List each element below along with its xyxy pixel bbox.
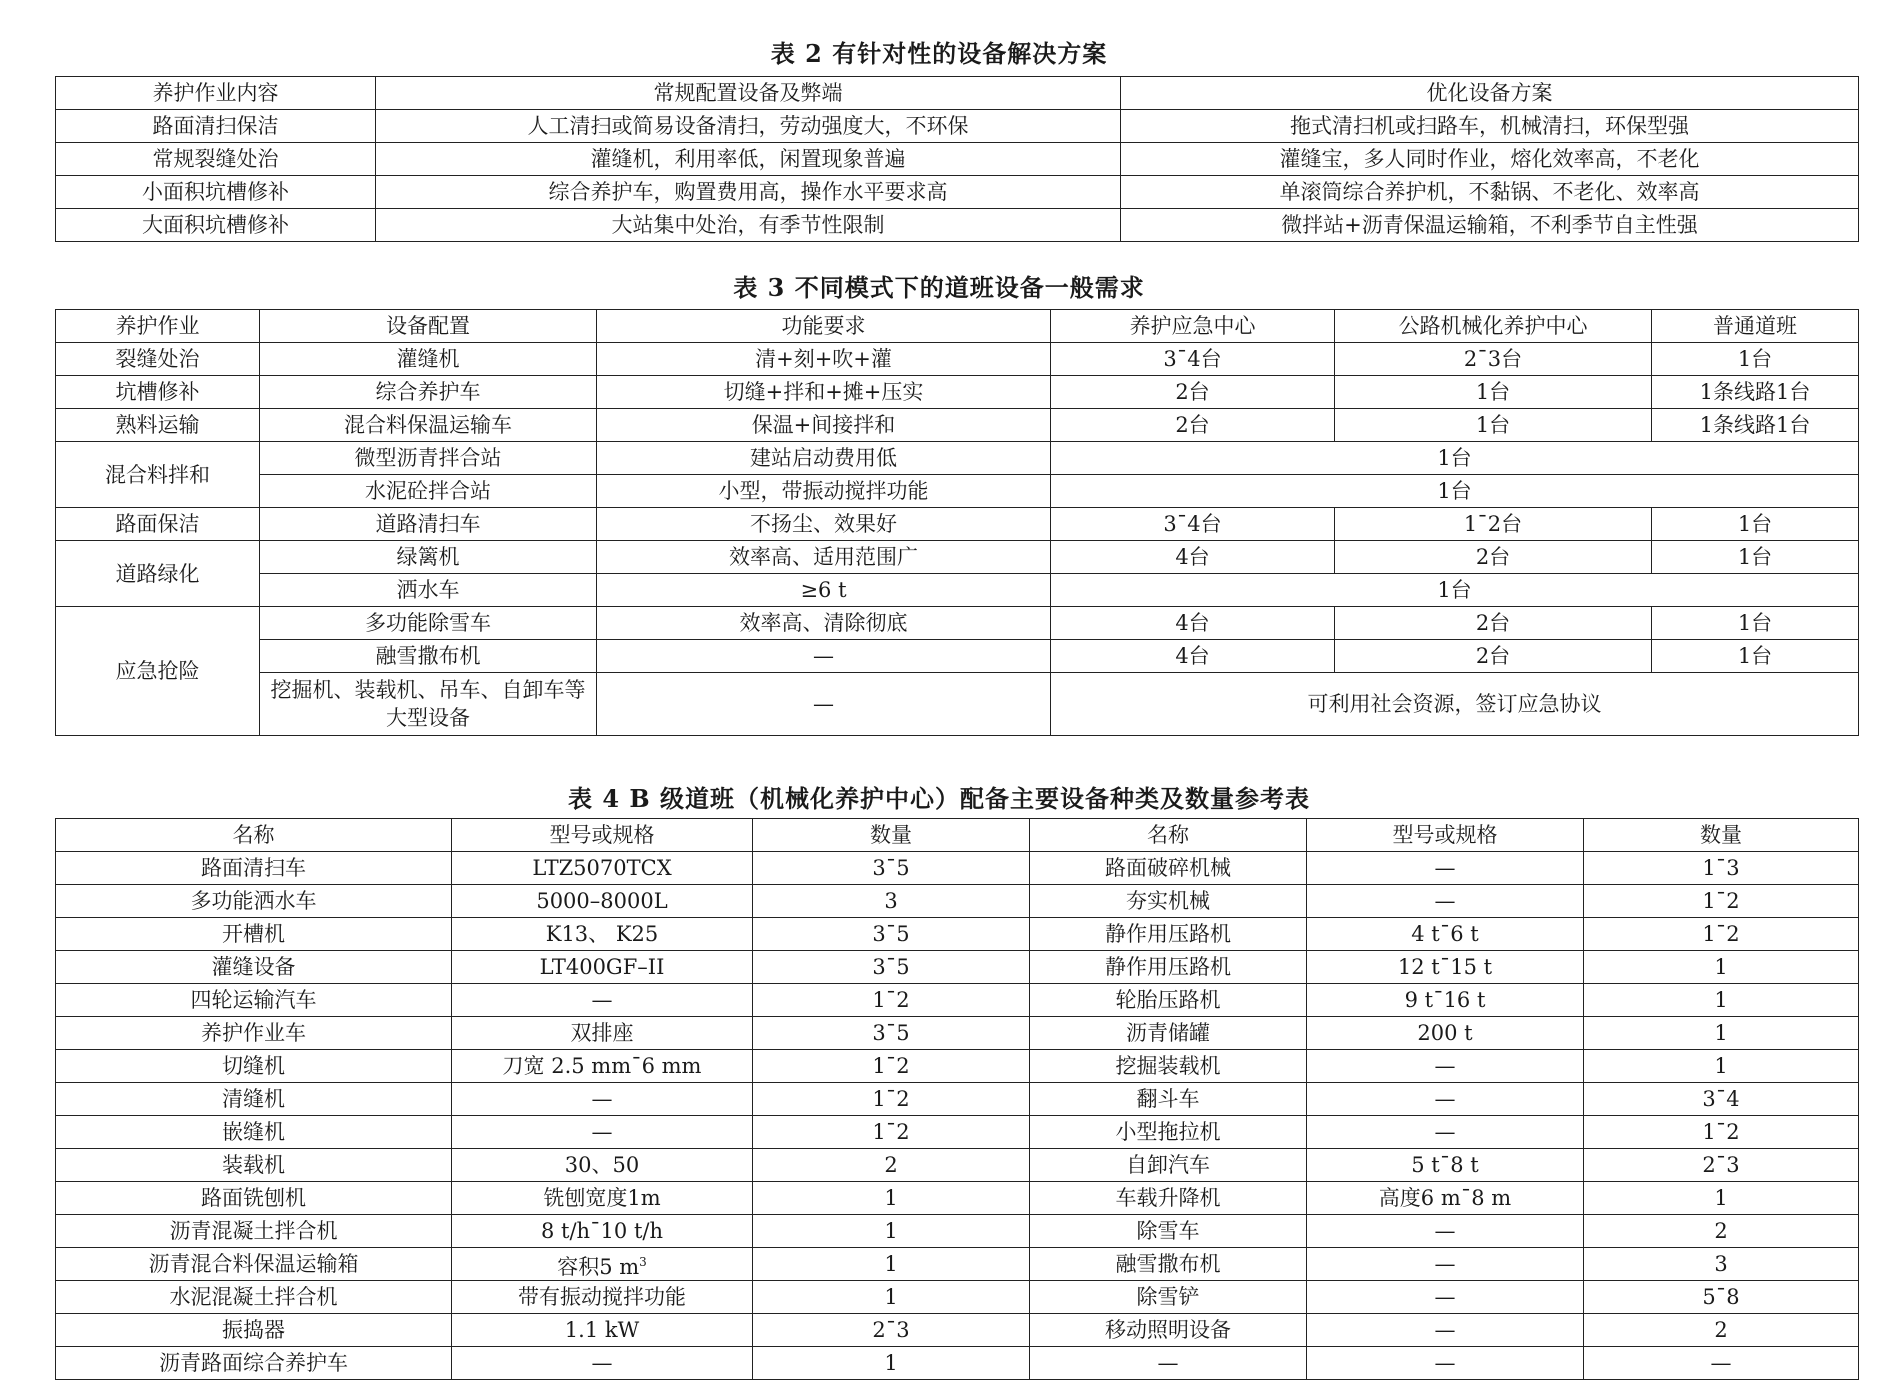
table-cell: 1台 — [1051, 574, 1859, 607]
table-cell: 刀宽 2.5 mm¯6 mm — [452, 1050, 753, 1083]
table-cell: 1台 — [1652, 508, 1859, 541]
table-row — [56, 1281, 1859, 1314]
table-row — [56, 885, 1859, 918]
table-cell: 2台 — [1335, 541, 1652, 574]
table-cell: 移动照明设备 — [1030, 1314, 1307, 1347]
table-cell: 除雪车 — [1030, 1215, 1307, 1248]
table-cell: 坑槽修补 — [56, 376, 260, 409]
table-row — [56, 852, 1859, 885]
table-cell: 1台 — [1335, 409, 1652, 442]
table-cell: LTZ5070TCX — [452, 852, 753, 885]
header-cell: 优化设备方案 — [1121, 77, 1859, 110]
header-cell: 功能要求 — [597, 310, 1051, 343]
table-row — [56, 1314, 1859, 1347]
table-row — [56, 607, 1859, 640]
table-cell: 沥青储罐 — [1030, 1017, 1307, 1050]
table-cell: 2台 — [1335, 607, 1652, 640]
table4-caption: 表 4 B 级道班（机械化养护中心）配备主要设备种类及数量参考表 — [567, 784, 1311, 813]
table-cell: 1台 — [1051, 475, 1859, 508]
table-cell: 挖掘装载机 — [1030, 1050, 1307, 1083]
table-cell: 2¯3台 — [1335, 343, 1652, 376]
table-cell: 1.1 kW — [452, 1314, 753, 1347]
table-cell: 洒水车 — [260, 574, 597, 607]
table-cell: 3¯5 — [753, 918, 1030, 951]
table-cell: 1 — [1584, 1017, 1859, 1050]
table-cell: 挖掘机、装载机、吊车、自卸车等大型设备 — [260, 673, 597, 736]
table-row — [56, 409, 1859, 442]
header-cell: 名称 — [1030, 819, 1307, 852]
table-row — [56, 1116, 1859, 1149]
table-cell: 静作用压路机 — [1030, 918, 1307, 951]
table-row — [56, 1215, 1859, 1248]
table-cell: 大站集中处治，有季节性限制 — [376, 209, 1121, 242]
table-cell: 微型沥青拌合站 — [260, 442, 597, 475]
table-cell: 1 — [753, 1215, 1030, 1248]
table-cell: 路面破碎机械 — [1030, 852, 1307, 885]
table-cell: 1台 — [1652, 541, 1859, 574]
header-cell: 普通道班 — [1652, 310, 1859, 343]
table-cell: 除雪铲 — [1030, 1281, 1307, 1314]
table-cell: 2台 — [1335, 640, 1652, 673]
table-cell: 2 — [1584, 1215, 1859, 1248]
table-cell: — — [1584, 1347, 1859, 1380]
table-cell: 2 — [1584, 1314, 1859, 1347]
table-cell: 1¯2 — [1584, 918, 1859, 951]
table-cell: 综合养护车，购置费用高，操作水平要求高 — [376, 176, 1121, 209]
table-row — [56, 918, 1859, 951]
header-cell: 公路机械化养护中心 — [1335, 310, 1652, 343]
table-cell: 综合养护车 — [260, 376, 597, 409]
table-cell: 双排座 — [452, 1017, 753, 1050]
table-cell: 应急抢险 — [56, 607, 260, 736]
table-cell: 30、50 — [452, 1149, 753, 1182]
table-cell: 3 — [753, 885, 1030, 918]
table-cell: 12 t¯15 t — [1307, 951, 1584, 984]
table-cell: 灌缝机 — [260, 343, 597, 376]
table-cell: — — [1307, 1347, 1584, 1380]
table-cell: 4 t¯6 t — [1307, 918, 1584, 951]
table-row — [56, 1017, 1859, 1050]
table-row — [56, 1050, 1859, 1083]
table-cell: 3¯4台 — [1051, 508, 1335, 541]
table-cell: 微拌站+沥青保温运输箱，不利季节自主性强 — [1121, 209, 1859, 242]
table-cell: 沥青路面综合养护车 — [56, 1347, 452, 1380]
table-row — [56, 1083, 1859, 1116]
table4-body — [56, 819, 1859, 1380]
table-cell: 5¯8 — [1584, 1281, 1859, 1314]
table-cell: 3¯4台 — [1051, 343, 1335, 376]
table-cell: 小面积坑槽修补 — [56, 176, 376, 209]
table-cell: 1 — [1584, 984, 1859, 1017]
table-row — [56, 209, 1859, 242]
table-cell: 1¯2 — [753, 1116, 1030, 1149]
header-cell: 常规配置设备及弊端 — [376, 77, 1121, 110]
table-cell: 灌缝设备 — [56, 951, 452, 984]
table-row — [56, 343, 1859, 376]
table-cell: 沥青混合料保温运输箱 — [56, 1248, 452, 1281]
table-cell: 开槽机 — [56, 918, 452, 951]
table-cell: — — [1307, 1215, 1584, 1248]
table4 — [55, 818, 1859, 1380]
table-row — [56, 176, 1859, 209]
table-row — [56, 541, 1859, 574]
table-cell: — — [1307, 1083, 1584, 1116]
table2-caption: 表 2 有针对性的设备解决方案 — [770, 39, 1108, 68]
table-row — [56, 1248, 1859, 1281]
table-cell: 1¯2 — [753, 1083, 1030, 1116]
table-cell: 1¯2台 — [1335, 508, 1652, 541]
table-cell: ≥6 t — [597, 574, 1051, 607]
table-cell: — — [452, 1116, 753, 1149]
table-cell: 2¯3 — [753, 1314, 1030, 1347]
table-cell: 融雪撒布机 — [1030, 1248, 1307, 1281]
table-cell: 大面积坑槽修补 — [56, 209, 376, 242]
table-cell: 1¯2 — [1584, 1116, 1859, 1149]
table-cell: 四轮运输汽车 — [56, 984, 452, 1017]
table-cell: 养护作业车 — [56, 1017, 452, 1050]
table-cell: 1台 — [1652, 607, 1859, 640]
table-cell: 夯实机械 — [1030, 885, 1307, 918]
table-row — [56, 110, 1859, 143]
table-cell: 8 t/h¯10 t/h — [452, 1215, 753, 1248]
table-cell: 裂缝处治 — [56, 343, 260, 376]
table-cell: 建站启动费用低 — [597, 442, 1051, 475]
table-cell: 2¯3 — [1584, 1149, 1859, 1182]
table-cell: K13、 K25 — [452, 918, 753, 951]
table-cell: 1 — [753, 1347, 1030, 1380]
table-cell: 9 t¯16 t — [1307, 984, 1584, 1017]
table-cell: 绿篱机 — [260, 541, 597, 574]
table-cell: — — [1307, 1050, 1584, 1083]
table-cell: 单滚筒综合养护机，不黏锅、不老化、效率高 — [1121, 176, 1859, 209]
header-cell: 养护应急中心 — [1051, 310, 1335, 343]
header-cell: 养护作业 — [56, 310, 260, 343]
table-cell: 1 — [753, 1182, 1030, 1215]
table-cell: — — [597, 640, 1051, 673]
table-cell: — — [1307, 1248, 1584, 1281]
table-row — [56, 475, 1859, 508]
table-cell: 混合料拌和 — [56, 442, 260, 508]
table-cell: 1条线路1台 — [1652, 376, 1859, 409]
table-cell: 水泥砼拌合站 — [260, 475, 597, 508]
table-cell: 切缝+拌和+摊+压实 — [597, 376, 1051, 409]
table-cell: 常规裂缝处治 — [56, 143, 376, 176]
table-cell: 200 t — [1307, 1017, 1584, 1050]
table-row — [56, 640, 1859, 673]
table-cell: 切缝机 — [56, 1050, 452, 1083]
table-cell: 轮胎压路机 — [1030, 984, 1307, 1017]
table-row — [56, 673, 1859, 736]
table-cell: — — [452, 1347, 753, 1380]
table-cell: 沥青混凝土拌合机 — [56, 1215, 452, 1248]
table-cell: 4台 — [1051, 607, 1335, 640]
table-cell: 清+刻+吹+灌 — [597, 343, 1051, 376]
table-cell: 翻斗车 — [1030, 1083, 1307, 1116]
table-cell: 静作用压路机 — [1030, 951, 1307, 984]
table-cell: 自卸汽车 — [1030, 1149, 1307, 1182]
table-cell: 人工清扫或简易设备清扫，劳动强度大，不环保 — [376, 110, 1121, 143]
table-cell: 路面清扫车 — [56, 852, 452, 885]
table-cell: 融雪撒布机 — [260, 640, 597, 673]
table-cell: 路面清扫保洁 — [56, 110, 376, 143]
table-cell: 3¯5 — [753, 951, 1030, 984]
table-cell: 3¯5 — [753, 852, 1030, 885]
table-cell: 不扬尘、效果好 — [597, 508, 1051, 541]
table-cell: 1 — [1584, 951, 1859, 984]
table-cell: 铣刨宽度1m — [452, 1182, 753, 1215]
header-cell: 型号或规格 — [452, 819, 753, 852]
table-cell: 混合料保温运输车 — [260, 409, 597, 442]
table-row — [56, 984, 1859, 1017]
table-cell: — — [452, 1083, 753, 1116]
table-row — [56, 143, 1859, 176]
table-cell: 1台 — [1652, 640, 1859, 673]
table-cell: 2台 — [1051, 376, 1335, 409]
table-cell: 1 — [1584, 1182, 1859, 1215]
header-cell: 型号或规格 — [1307, 819, 1584, 852]
table-cell: — — [1307, 885, 1584, 918]
table-row — [56, 1149, 1859, 1182]
table-cell: 灌缝机，利用率低，闲置现象普遍 — [376, 143, 1121, 176]
table-cell: 1 — [753, 1248, 1030, 1281]
table-cell: 保温+间接拌和 — [597, 409, 1051, 442]
table-row — [56, 442, 1859, 475]
table-row — [56, 951, 1859, 984]
table-header-row — [56, 77, 1859, 110]
table-cell: 5 t¯8 t — [1307, 1149, 1584, 1182]
table-cell: — — [1307, 1281, 1584, 1314]
table-row — [56, 574, 1859, 607]
table-cell: 灌缝宝，多人同时作业，熔化效率高，不老化 — [1121, 143, 1859, 176]
table-cell: 多功能除雪车 — [260, 607, 597, 640]
table-cell: 1¯2 — [753, 1050, 1030, 1083]
table-row — [56, 1182, 1859, 1215]
table-cell: 振捣器 — [56, 1314, 452, 1347]
table-cell: 多功能洒水车 — [56, 885, 452, 918]
table-cell: — — [1307, 1314, 1584, 1347]
table-row — [56, 508, 1859, 541]
table-cell: 车载升降机 — [1030, 1182, 1307, 1215]
table3-body — [56, 310, 1859, 736]
table2 — [55, 76, 1859, 242]
table-cell: 道路清扫车 — [260, 508, 597, 541]
table-cell: 3¯5 — [753, 1017, 1030, 1050]
table-cell: 水泥混凝土拌合机 — [56, 1281, 452, 1314]
table-cell: 1 — [753, 1281, 1030, 1314]
table-cell: 1台 — [1335, 376, 1652, 409]
table-cell: 1¯3 — [1584, 852, 1859, 885]
table-cell: 拖式清扫机或扫路车，机械清扫，环保型强 — [1121, 110, 1859, 143]
table-cell: — — [452, 984, 753, 1017]
table-cell: 1¯2 — [753, 984, 1030, 1017]
table-cell: 清缝机 — [56, 1083, 452, 1116]
table-cell: 小型，带振动搅拌功能 — [597, 475, 1051, 508]
table-cell: LT400GF–II — [452, 951, 753, 984]
table-cell: 2台 — [1051, 409, 1335, 442]
table-cell: 高度6 m¯8 m — [1307, 1182, 1584, 1215]
table-cell: 1台 — [1652, 343, 1859, 376]
table-cell: 4台 — [1051, 541, 1335, 574]
table-cell: — — [1307, 1116, 1584, 1149]
table-cell: 装载机 — [56, 1149, 452, 1182]
table-cell: 1 — [1584, 1050, 1859, 1083]
table-cell: 4台 — [1051, 640, 1335, 673]
table-cell: 路面保洁 — [56, 508, 260, 541]
table-cell: 路面铣刨机 — [56, 1182, 452, 1215]
table-cell: — — [1030, 1347, 1307, 1380]
table-row — [56, 376, 1859, 409]
table-cell: 小型拖拉机 — [1030, 1116, 1307, 1149]
header-cell: 养护作业内容 — [56, 77, 376, 110]
table-cell: 可利用社会资源，签订应急协议 — [1051, 673, 1859, 736]
table-cell: 1¯2 — [1584, 885, 1859, 918]
table-cell: 3 — [1584, 1248, 1859, 1281]
table-cell: 容积5 $m^3$ — [452, 1248, 753, 1281]
table-cell: 3¯4 — [1584, 1083, 1859, 1116]
table-cell: — — [1307, 852, 1584, 885]
table3-caption: 表 3 不同模式下的道班设备一般需求 — [733, 273, 1145, 302]
table-cell: 嵌缝机 — [56, 1116, 452, 1149]
table-header-row — [56, 819, 1859, 852]
table3 — [55, 309, 1859, 736]
header-cell: 设备配置 — [260, 310, 597, 343]
table-cell: 1台 — [1051, 442, 1859, 475]
unit-superscript: 3 — [639, 1254, 647, 1269]
table2-body — [56, 77, 1859, 242]
table-cell: 5000–8000L — [452, 885, 753, 918]
table-cell: 效率高、清除彻底 — [597, 607, 1051, 640]
header-cell: 数量 — [753, 819, 1030, 852]
table-cell: 1条线路1台 — [1652, 409, 1859, 442]
table-cell: 2 — [753, 1149, 1030, 1182]
table-cell: 带有振动搅拌功能 — [452, 1281, 753, 1314]
table-header-row — [56, 310, 1859, 343]
table-cell: 熟料运输 — [56, 409, 260, 442]
header-cell: 名称 — [56, 819, 452, 852]
table-cell: 效率高、适用范围广 — [597, 541, 1051, 574]
table-row — [56, 1347, 1859, 1380]
table-cell: 道路绿化 — [56, 541, 260, 607]
table-cell: — — [597, 673, 1051, 736]
header-cell: 数量 — [1584, 819, 1859, 852]
